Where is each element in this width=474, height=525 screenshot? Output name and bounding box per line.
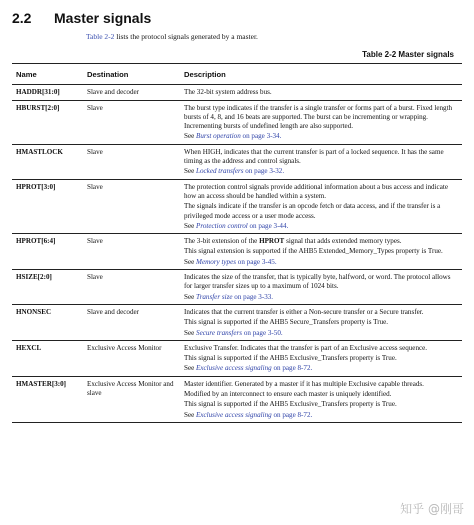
intro-text: lists the protocol signals generated by a master.: [114, 32, 258, 41]
description-paragraph: This signal is supported if the AHB5 Exclusive_Transfers property is True.: [184, 400, 397, 409]
signal-destination: Slave: [83, 234, 180, 270]
table-body: [12, 85, 462, 423]
table-row: [12, 100, 462, 144]
signal-name: HPROT[3:0]: [12, 179, 83, 233]
page-reference[interactable]: on page 3-50.: [242, 328, 283, 337]
description-paragraph: This signal is supported if the AHB5 Exclusive_Transfers property is True.: [184, 354, 397, 363]
see-reference: [184, 258, 458, 267]
description-paragraph: This signal is supported if the AHB5 Secure_Transfers property is True.: [184, 318, 389, 327]
see-prefix: See: [184, 328, 197, 337]
signal-description: [180, 376, 462, 422]
cross-reference-link[interactable]: Transfer size: [196, 292, 233, 301]
description-paragraph: Master identifier. Generated by a master if it has multiple Exclusive capable threads.: [184, 379, 424, 388]
see-reference: [184, 364, 458, 373]
page-reference[interactable]: on page 3-44.: [247, 221, 289, 230]
description-paragraph: The burst type indicates if the transfer is a single transfer or forms part of a burst. Fixed length bursts of 4, 8, and 16 beats are supported. The burst can be incrementing or wrapping. Incrementing bursts of undefined length are also supported.: [184, 103, 453, 131]
header-destination: Destination: [83, 64, 180, 85]
description-paragraph: The signals indicate if the transfer is an opcode fetch or data access, and if the transfer is a privileged mode access or a user mode access.: [184, 202, 441, 220]
table-row: [12, 270, 462, 305]
cross-reference-link[interactable]: Memory types: [196, 257, 237, 266]
cross-reference-link[interactable]: Locked transfers: [196, 167, 244, 176]
page-reference[interactable]: on page 3-45.: [236, 257, 277, 266]
see-prefix: See: [184, 167, 197, 176]
signal-name: HEXCL: [12, 340, 83, 376]
page-reference[interactable]: on page 3-32.: [243, 167, 285, 176]
description-paragraph: The protection control signals provide additional information about a bus access and indicate how an access should be handled within a system.: [184, 182, 448, 200]
page-reference[interactable]: on page 3-33.: [232, 292, 274, 301]
signal-name: HADDR[31:0]: [12, 85, 83, 100]
description-paragraph: When HIGH, indicates that the current transfer is part of a locked sequence. It has the same timing as the address and control signals.: [184, 147, 444, 166]
table-row: [12, 179, 462, 233]
signal-destination: Slave and decoder: [83, 304, 180, 340]
see-prefix: See: [184, 257, 197, 266]
signal-destination: Slave: [83, 270, 180, 305]
header-description: Description: [180, 64, 462, 85]
cross-reference-link[interactable]: Exclusive access signaling: [196, 410, 272, 419]
description-paragraph: Indicates that the current transfer is either a Non-secure transfer or a Secure transfer.: [184, 307, 424, 316]
see-prefix: See: [184, 132, 197, 141]
see-reference: [184, 329, 458, 338]
signal-destination: Exclusive Access Monitor: [83, 340, 180, 376]
table-row: [12, 144, 462, 179]
see-reference: [184, 411, 458, 420]
table-reference-link[interactable]: Table 2-2: [86, 32, 115, 41]
signal-description: [180, 304, 462, 340]
signal-description: [180, 144, 462, 179]
see-prefix: See: [184, 292, 197, 301]
description-paragraph: The 3-bit extension of the HPROT signal that adds extended memory types.: [184, 237, 402, 246]
signal-destination: Exclusive Access Monitor and slave: [83, 376, 180, 422]
section-heading: [12, 10, 151, 26]
section-title: Master signals: [54, 10, 152, 26]
see-reference: [184, 167, 458, 176]
signal-description: [180, 85, 462, 100]
see-prefix: See: [184, 364, 197, 373]
see-reference: [184, 132, 458, 141]
see-prefix: See: [184, 410, 197, 419]
description-paragraph: This signal extension is supported if the AHB5 Extended_Memory_Types property is True.: [184, 247, 443, 256]
table-caption: Table 2-2 Master signals: [362, 50, 454, 59]
table-row: [12, 85, 462, 100]
table-header-row: [12, 64, 462, 85]
page-reference[interactable]: on page 3-34.: [240, 132, 282, 141]
cross-reference-link[interactable]: Protection control: [196, 221, 248, 230]
signal-name: HNONSEC: [12, 304, 83, 340]
signal-destination: Slave: [83, 144, 180, 179]
page-reference[interactable]: on page 8-72.: [271, 410, 313, 419]
signal-destination: Slave: [83, 100, 180, 144]
cross-reference-link[interactable]: Exclusive access signaling: [196, 364, 272, 373]
signal-name: HMASTER[3:0]: [12, 376, 83, 422]
see-reference: [184, 222, 458, 231]
table-row: [12, 234, 462, 270]
signal-description: [180, 234, 462, 270]
signal-name: HMASTLOCK: [12, 144, 83, 179]
cross-reference-link[interactable]: Secure transfers: [196, 328, 243, 337]
signal-destination: Slave: [83, 179, 180, 233]
table-row: [12, 376, 462, 422]
watermark: 知乎 @刚哥: [400, 502, 464, 516]
description-paragraph: Exclusive Transfer. Indicates that the transfer is part of an Exclusive access sequence.: [184, 343, 428, 352]
signal-description: [180, 100, 462, 144]
section-number: 2.2: [12, 10, 32, 26]
signal-name: HSIZE[2:0]: [12, 270, 83, 305]
signal-destination: Slave and decoder: [83, 85, 180, 100]
header-name: Name: [12, 64, 83, 85]
signal-description: [180, 340, 462, 376]
see-reference: [184, 293, 458, 302]
cross-reference-link[interactable]: Burst operation: [196, 132, 241, 141]
master-signals-table: [12, 63, 462, 423]
description-paragraph: Indicates the size of the transfer, that is typically byte, halfword, or word. The protocol allows for larger transfer sizes up to a maximum of 1024 bits.: [184, 273, 451, 291]
description-paragraph: Modified by an interconnect to ensure each master is uniquely identified.: [184, 390, 392, 399]
see-prefix: See: [184, 221, 197, 230]
description-paragraph: The 32-bit system address bus.: [184, 88, 272, 97]
signal-name: HBURST[2:0]: [12, 100, 83, 144]
intro-paragraph: [86, 32, 258, 41]
table-row: [12, 304, 462, 340]
signal-description: [180, 179, 462, 233]
signal-description: [180, 270, 462, 305]
table-row: [12, 340, 462, 376]
page-reference[interactable]: on page 8-72.: [271, 364, 313, 373]
signal-name: HPROT[6:4]: [12, 234, 83, 270]
